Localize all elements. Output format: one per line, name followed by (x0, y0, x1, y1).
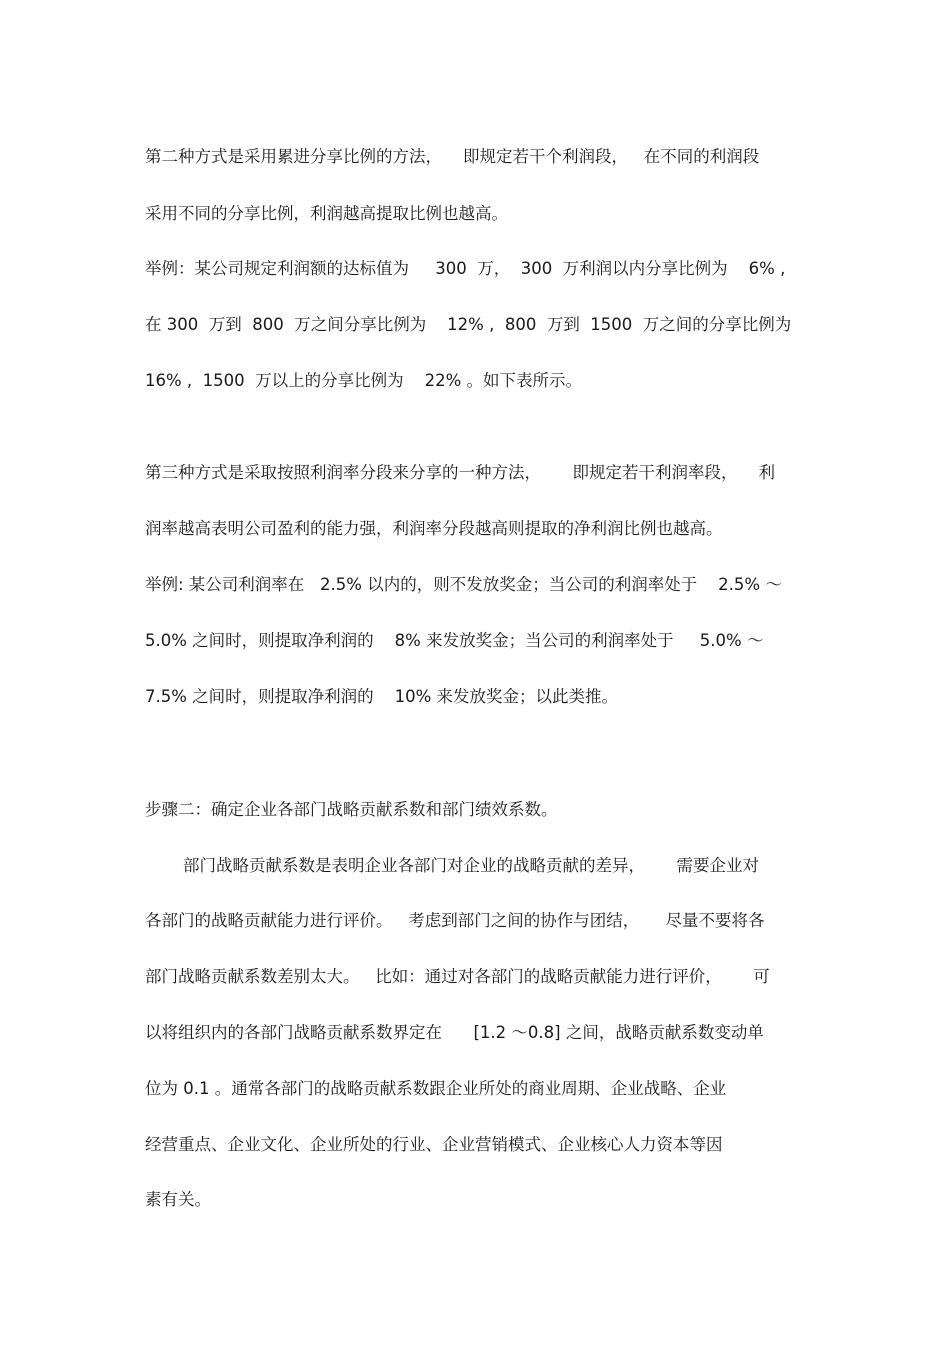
example-3-line-1: 举例: 某公司利润率在 2.5% 以内的，则不发放奖金；当公司的利润率处于 2.5% ～ (145, 575, 782, 594)
method-2-line-1: 第二种方式是采用累进分享比例的方法， 即规定若干个利润段， 在不同的利润段 (145, 147, 760, 166)
method-3-line-1: 第三种方式是采取按照利润率分段来分享的一种方法， 即规定若干利润率段， 利 (145, 463, 775, 482)
example-3-line-2: 5.0% 之间时，则提取净利润的 8% 来发放奖金；当公司的利润率处于 5.0% ～ (145, 631, 764, 650)
step-2-body-line-7: 素有关。 (145, 1190, 211, 1209)
method-2-line-2: 采用不同的分享比例，利润越高提取比例也越高。 (145, 204, 508, 223)
example-2-line-2: 在 300 万到 800 万之间分享比例为 12% , 800 万到 1500 万之间的分享比例为 (145, 315, 792, 334)
step-2-body-line-2: 各部门的战略贡献能力进行评价。 考虑到部门之间的协作与团结， 尽量不要将各 (145, 911, 765, 930)
step-2-body-line-4: 以将组织内的各部门战略贡献系数界定在 [1.2 ～0.8] 之间，战略贡献系数变动单 (145, 1023, 764, 1042)
step-2-body-line-6: 经营重点、企业文化、企业所处的行业、企业营销模式、企业核心人力资本等因 (145, 1135, 723, 1154)
step-2-body-line-1: 部门战略贡献系数是表明企业各部门对企业的战略贡献的差异， 需要企业对 (183, 856, 759, 875)
step-2-body-line-3: 部门战略贡献系数差别太大。 比如：通过对各部门的战略贡献能力进行评价， 可 (145, 967, 770, 986)
step-2-body-line-5: 位为 0.1 。通常各部门的战略贡献系数跟企业所处的商业周期、企业战略、企业 (145, 1079, 727, 1098)
example-2-line-3: 16% , 1500 万以上的分享比例为 22% 。如下表所示。 (145, 371, 583, 390)
step-2-heading: 步骤二：确定企业各部门战略贡献系数和部门绩效系数。 (145, 800, 558, 819)
example-3-line-3: 7.5% 之间时，则提取净利润的 10% 来发放奖金；以此类推。 (145, 687, 619, 706)
example-2-line-1: 举例：某公司规定利润额的达标值为 300 万， 300 万利润以内分享比例为 6% , (145, 259, 786, 278)
method-3-line-2: 润率越高表明公司盈利的能力强，利润率分段越高则提取的净利润比例也越高。 (145, 519, 723, 538)
